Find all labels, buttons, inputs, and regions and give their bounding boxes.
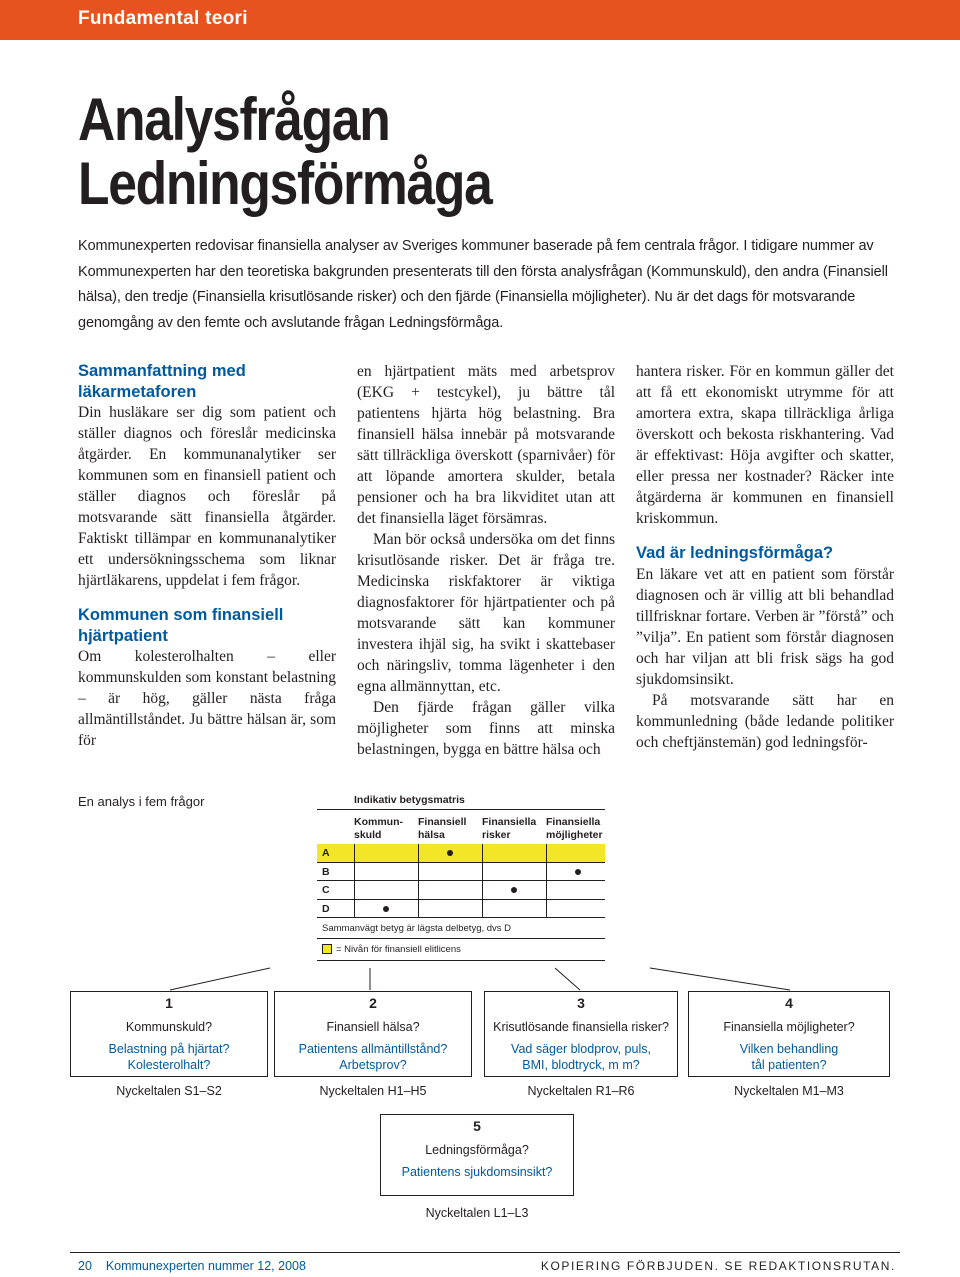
section-label: Fundamental teori: [78, 8, 248, 29]
diagram-label: En analys i fem frågor: [78, 794, 205, 809]
matrix-row-label: D: [322, 902, 330, 915]
matrix-header-opportunities: Finansiella möjligheter: [546, 816, 603, 841]
matrix-title: Indikativ betygsmatris: [354, 794, 465, 806]
box-number: 4: [785, 995, 793, 1011]
box-question: Krisutlösande finansiella risker?: [493, 1019, 669, 1034]
matrix-row-label: B: [322, 865, 330, 878]
analysis-box-4: [688, 991, 890, 1077]
copyright-notice: KOPIERING FÖRBJUDEN. SE REDAKTIONSRUTAN.: [540, 1259, 896, 1273]
matrix-row-label: C: [322, 884, 330, 896]
analysis-box-3: [484, 991, 678, 1077]
key-figures-3: Nyckeltalen R1–R6: [527, 1084, 635, 1098]
publication-name: Kommunexperten nummer 12, 2008: [105, 1259, 306, 1273]
paragraph: En läkare vet att en patient som förstår diagnosen och är villig att bli behandlad tillfrisknar fortare. Verben är ”förstå” och ”vilja”. En patient som förstår diagnosen och har viljan att bli frisk sägs ha god sjukdomsinsikt.: [636, 565, 894, 688]
analysis-box-5: [380, 1114, 574, 1196]
box-subquestion: Vad säger blodprov, puls, BMI, blodtryck, m m?: [511, 1042, 651, 1072]
paragraph: hantera risker. För en kommun gäller det att få ett ekonomiskt utrymme för att amortera extra, skapa tillräckliga årliga överskott och bekosta riskhantering. Vad är effektivast: Höja avgifter och skatter, eller pressa ner kostnader? Räcker inte åtgärderna är kommunen en finansiell kriskommun.: [636, 363, 894, 527]
connector-line: [650, 968, 790, 990]
heading-leadership: Vad är ledningsförmåga?: [636, 544, 834, 562]
paragraph: På motsvarande sätt har en kommunledning (både ledande politiker och cheftjänstemän) god ledningsför-: [636, 691, 894, 751]
key-figures-1: Nyckeltalen S1–S2: [116, 1084, 222, 1098]
box-subquestion: Belastning på hjärtat? Kolesterolhalt?: [108, 1042, 230, 1072]
footer-divider: [70, 1252, 900, 1253]
matrix-header-debt: Kommun- skuld: [354, 816, 403, 841]
key-figures-5: Nyckeltalen L1–L3: [425, 1206, 529, 1220]
footer-publication: [78, 1259, 306, 1273]
key-figures-4: Nyckeltalen M1–M3: [734, 1084, 844, 1098]
matrix-row-label: A: [322, 847, 330, 859]
box-question: Finansiell hälsa?: [326, 1019, 420, 1034]
paragraph: Man bör också undersöka om det finns krisutlösande risker. Det är fråga tre. Medicinska riskfaktorer är viktiga diagnosfaktorer för hjärtpatienter och på motsvarande sätt kan kommuner investera ihjäl sig, ha svikt i skattebaser och näringsliv, tomma lägenheter i den egna allmännyttan, etc.: [357, 531, 615, 695]
box-number: 5: [473, 1118, 481, 1134]
box-question: Ledningsförmåga?: [425, 1142, 529, 1157]
analysis-box-2: [274, 991, 472, 1077]
key-figures-2: Nyckeltalen H1–H5: [319, 1084, 427, 1098]
intro-paragraph: Kommunexperten redovisar finansiella analyser av Sveriges kommuner baserade på fem centrala frågor. I tidigare nummer av Kommunexperten har den teoretiska bakgrunden presenterats till den första analysfrågan (Kommunskuld), den andra (Finansiell hälsa), den tredje (Finansiella krisutlösande risker) och den fjärde (Finansiella möjligheter). Nu är det dags för motsvarande genomgång av den femte och avslutande frågan Ledningsförmåga.: [78, 238, 888, 331]
box-number: 3: [577, 995, 585, 1011]
box-number: 2: [369, 995, 377, 1011]
page-number: 20: [78, 1259, 92, 1273]
paragraph: Den fjärde frågan gäller vilka möjligheter som finns att minska belastningen, bygga en bättre hälsa och: [357, 699, 615, 758]
title-line-2: Ledningsförmåga: [78, 150, 492, 217]
box-subquestion: Patientens sjukdomsinsikt?: [401, 1165, 553, 1179]
box-number: 1: [165, 995, 173, 1011]
title-line-1: Analysfrågan: [78, 86, 390, 153]
matrix-note: Sammanvägt betyg är lägsta delbetyg, dvs D: [322, 923, 512, 934]
paragraph: en hjärtpatient mäts med arbetsprov (EKG + testcykel), ju bättre tål patientens hjärta hög belastning. Bra finansiell hälsa innebär på motsvarande sätt tillräckliga överskott (sparnivåer) för att löpande amortera skulder, betala pensioner och ha bra likviditet utan att det finansiella läget försämras.: [357, 363, 615, 527]
connector-line: [555, 968, 580, 990]
matrix-header-health: Finansiell hälsa: [418, 816, 467, 841]
box-subquestion: Patientens allmäntillstånd? Arbetsprov?: [298, 1042, 448, 1072]
matrix-header-risks: Finansiella risker: [482, 816, 537, 841]
heading-financial-patient: Kommunen som finansiell hjärtpatient: [78, 606, 284, 645]
connector-line: [170, 968, 270, 990]
analysis-box-1: [70, 991, 268, 1077]
box-subquestion: Vilken behandling tål patienten?: [739, 1042, 839, 1072]
box-question: Kommunskuld?: [125, 1019, 213, 1034]
legend-text: = Nivån för finansiell elitlicens: [336, 944, 461, 955]
box-question: Finansiella möjligheter?: [723, 1019, 855, 1034]
paragraph: Din husläkare ser dig som patient och ställer diagnos och föreslår medicinska åtgärder. En kommunanalytiker ser kommunen som en finansiell patient och ställer diagnos och föreslår på motsvarande sätt finansiella åtgärder. Faktiskt tillämpar en kommunanalytiker ett undersökningsschema som liknar hjärtläkarens, uppdelat i fem frågor.: [78, 404, 336, 589]
heading-summary: Sammanfattning med läkarmetaforen: [78, 362, 246, 401]
paragraph: Om kolesterolhalten – eller kommunskulden som konstant belastning – är hög, gäller nästa fråga allmäntillståndet. Ju bättre hälsan är, som för: [78, 648, 336, 749]
